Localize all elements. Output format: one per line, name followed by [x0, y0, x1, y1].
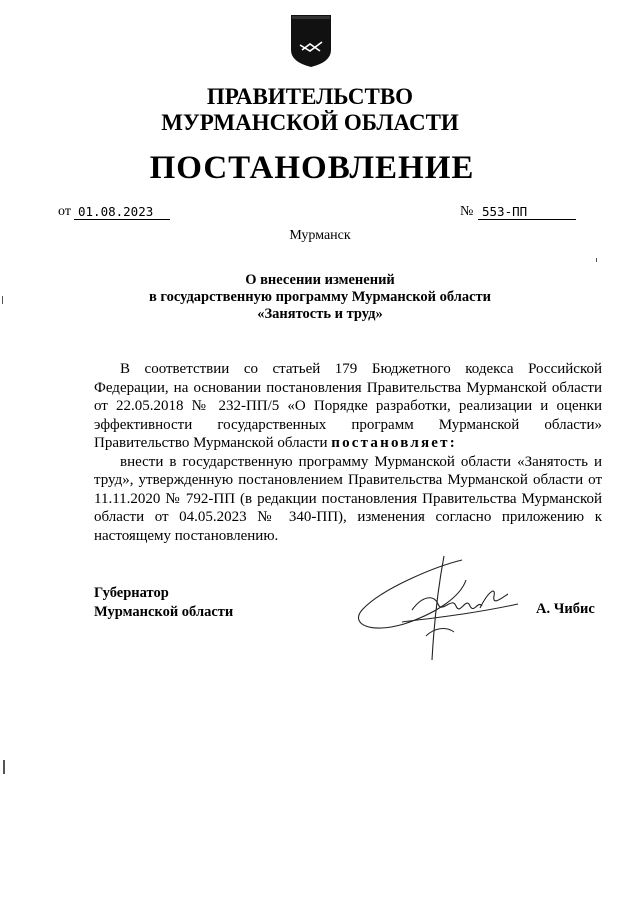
handwritten-signature-icon [342, 548, 542, 668]
position-line2: Мурманской области [94, 604, 234, 620]
position-line1: Губернатор [94, 585, 169, 601]
scan-mark-left [2, 296, 3, 304]
document-type: ПОСТАНОВЛЕНИЕ [149, 150, 475, 186]
scan-mark-left-lower [3, 760, 5, 774]
preamble-paragraph [94, 360, 602, 453]
document-date: 01.08.2023 [74, 204, 170, 220]
clause-paragraph: внести в государственную программу Мурманской области «Занятость и труд», утвержденную постановлением Правительства Мурманской области от 11.11.2020 № 792-ПП (в редакции постановления Правительства Мурманской области от 04.05.2023 № 340-ПП), изменения согласно приложению к настоящему постановлению. [94, 453, 602, 544]
org-name-line2: МУРМАНСКОЙ ОБЛАСТИ [161, 110, 459, 135]
title-line3: «Занятость и труд» [257, 306, 383, 322]
document-number: 553-ПП [478, 204, 576, 220]
document-title [0, 272, 640, 323]
title-line2: в государственную программу Мурманской области [148, 289, 492, 305]
coat-of-arms-icon [290, 14, 332, 68]
document-body [94, 360, 602, 545]
org-name-line1: ПРАВИТЕЛЬСТВО [206, 84, 414, 109]
resolves-word: постановляет: [331, 435, 457, 451]
scan-mark-right [596, 258, 597, 262]
preamble-text: В соответствии со статьей 179 Бюджетного кодекса Российской Федерации, на основании постановления Правительства Мурманской области от 22.05.2018 № 232-ПП/5 «О Порядке разработки, реализации и оценки эффективности государственных программ Мурманской области» Правительство Мурманской области [94, 361, 602, 451]
city: Мурманск [289, 228, 351, 243]
date-label: от [58, 204, 71, 219]
title-line1: О внесении изменений [245, 272, 395, 288]
number-label: № [460, 204, 474, 219]
signer-position [94, 584, 233, 622]
signer-name: А. Чибис [536, 601, 595, 617]
